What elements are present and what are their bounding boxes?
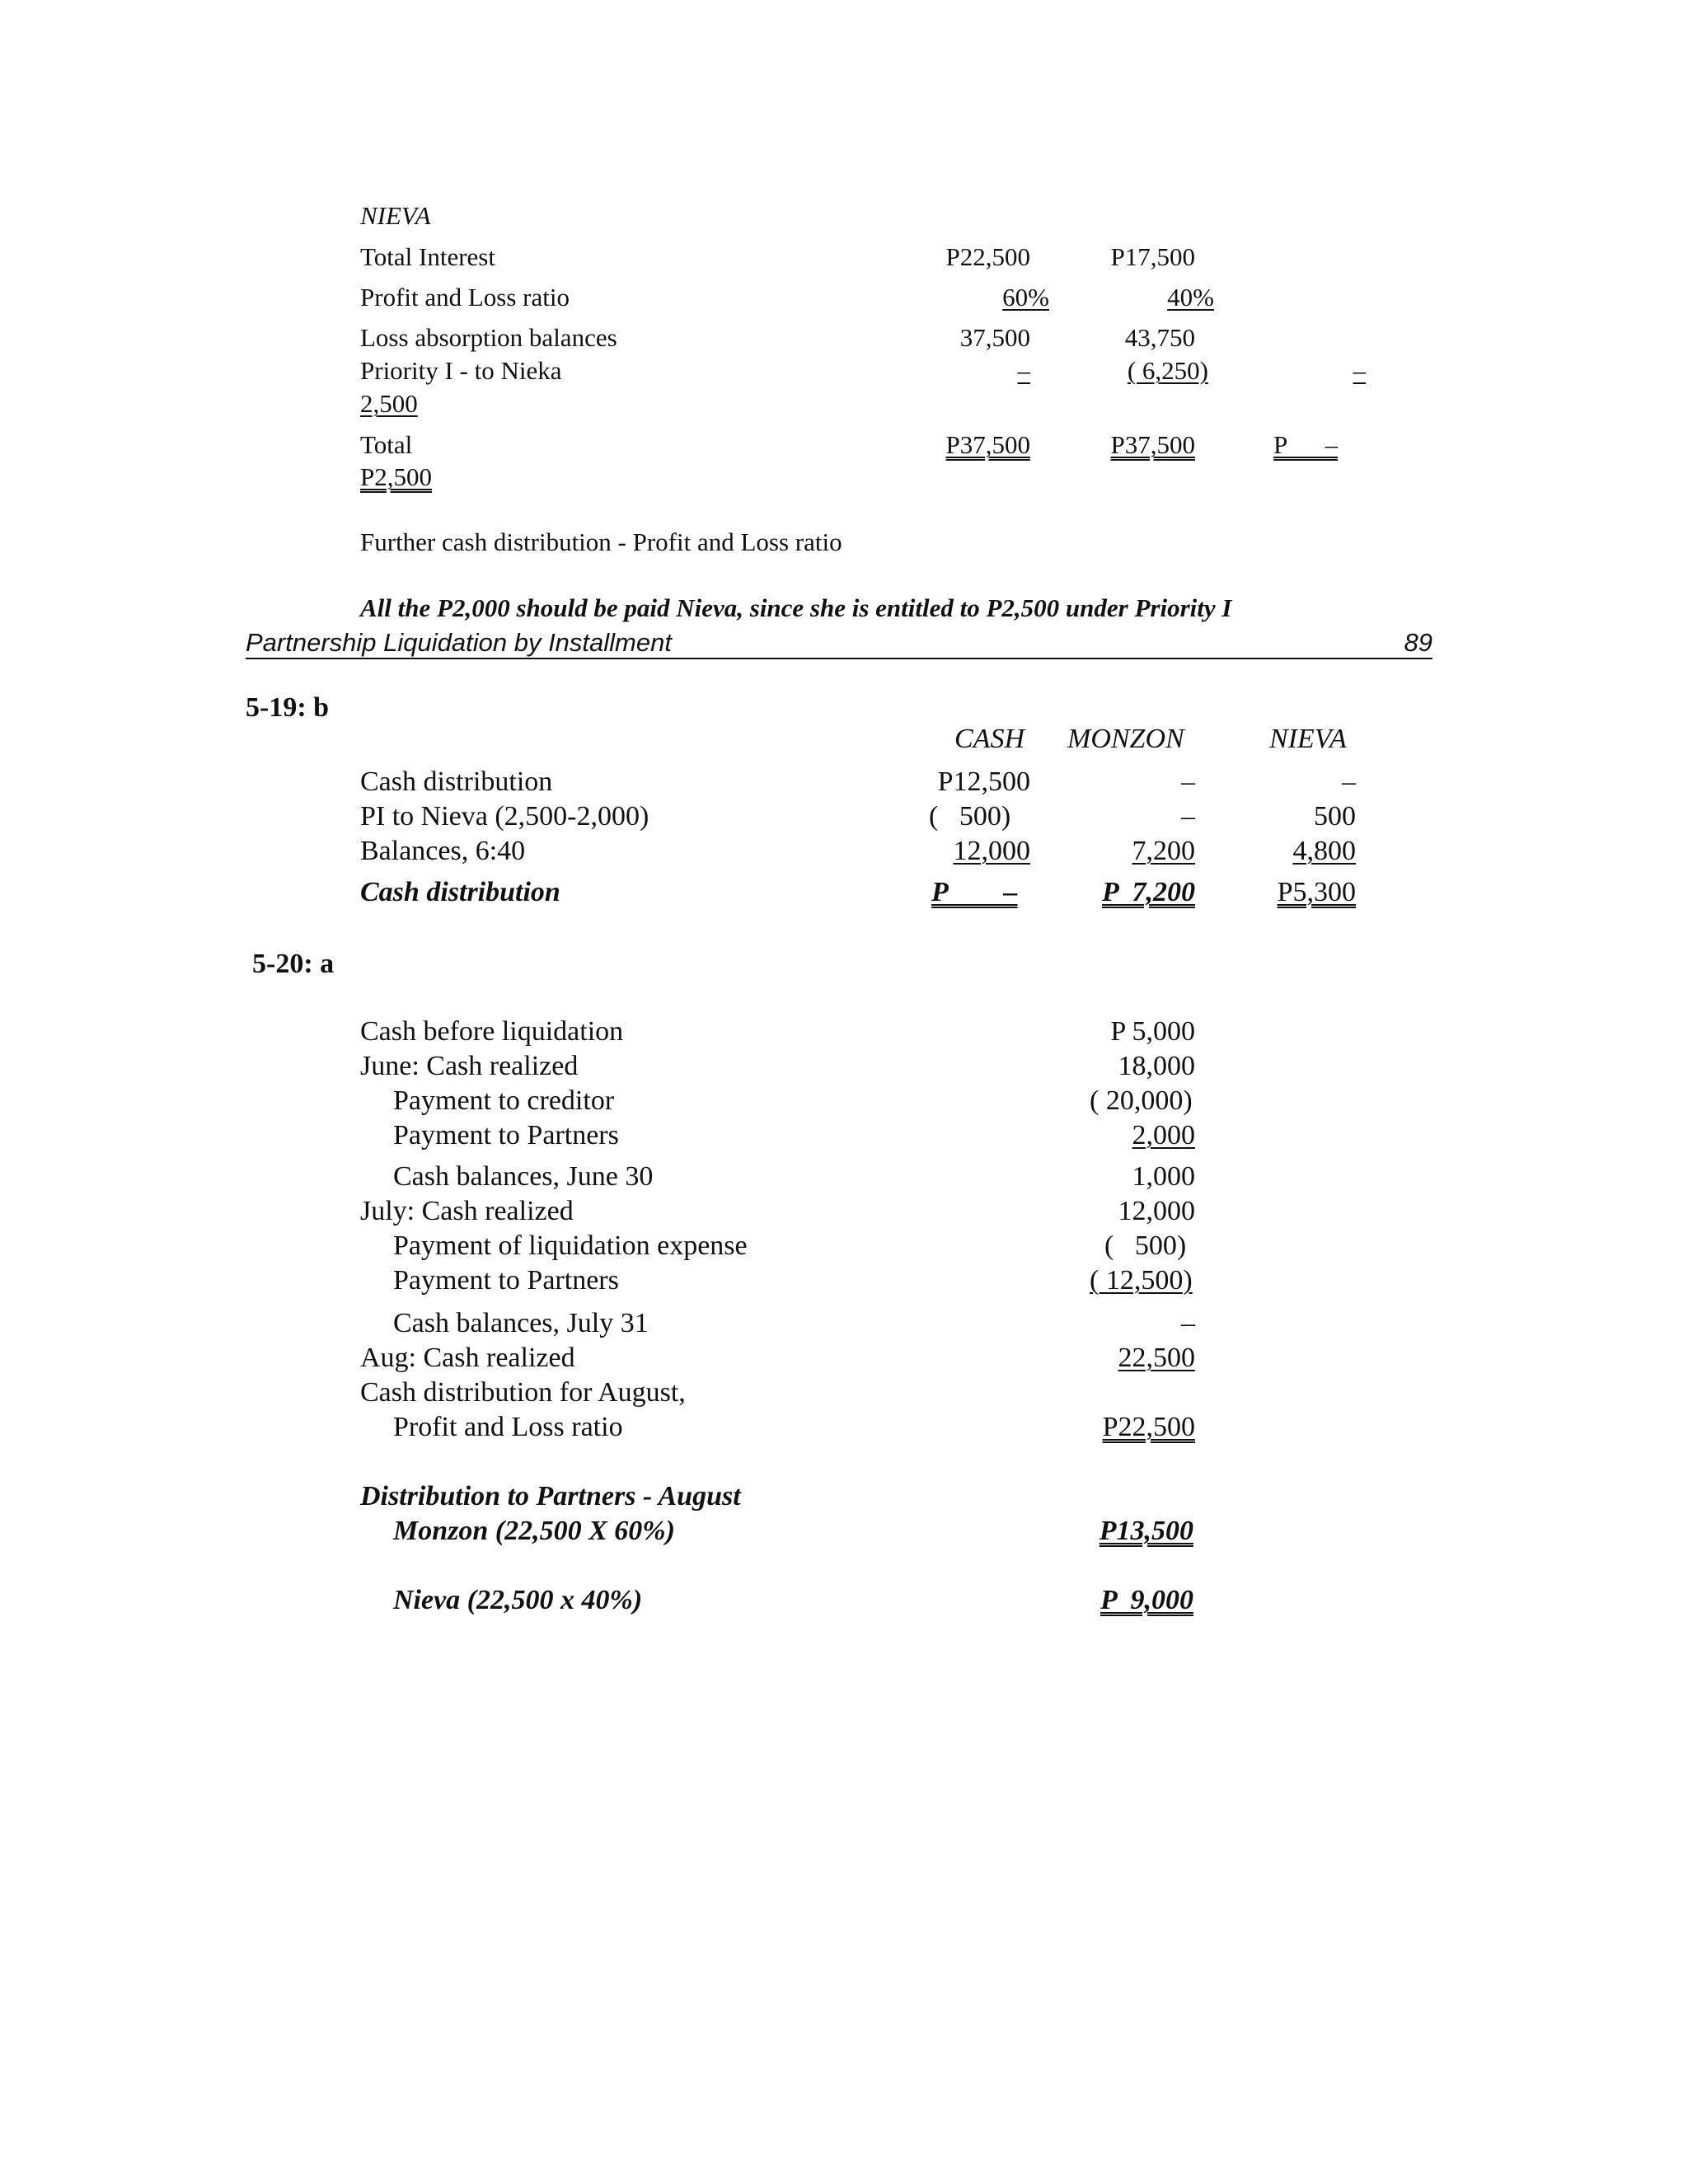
cell-cash: P –: [931, 877, 1018, 907]
cell-value: P37,500: [945, 430, 1030, 459]
cell-monzon: 7,200: [1132, 836, 1195, 866]
row-label: Profit and Loss ratio: [360, 283, 570, 312]
row-label: Payment of liquidation expense: [393, 1230, 748, 1261]
cell-monzon: P 7,200: [1101, 877, 1195, 907]
cell-value: 1,000: [1132, 1161, 1195, 1192]
row-label: Balances, 6:40: [360, 836, 526, 866]
cell-value: 40%: [1167, 283, 1214, 312]
row-label: Total Interest: [360, 242, 495, 271]
section-heading-nieva: NIEVA: [360, 201, 431, 230]
cell-cash: ( 500): [929, 801, 1011, 832]
row-label: Payment to Partners: [393, 1265, 619, 1296]
cell-value: ( 500): [1104, 1230, 1187, 1261]
cell-monzon: –: [1181, 766, 1195, 797]
cell-value: –: [1017, 356, 1030, 385]
row-label-wrap: 2,500: [360, 389, 418, 418]
monzon-value: P13,500: [1099, 1516, 1193, 1546]
cell-value: P22,500: [945, 242, 1030, 271]
cell-value: 2,000: [1132, 1120, 1195, 1151]
row-label: Cash before liquidation: [360, 1016, 624, 1047]
row-label: PI to Nieva (2,500-2,000): [360, 801, 649, 832]
cell-value: ( 12,500): [1090, 1265, 1193, 1296]
row-label: Cash balances, June 30: [393, 1161, 654, 1192]
conclusion-note: All the P2,000 should be paid Nieva, since she is entitled to P2,500 under Priority I: [360, 593, 1232, 622]
cell-nieva: 500: [1314, 801, 1356, 832]
cell-value: 22,500: [1118, 1343, 1195, 1373]
distribution-heading: Distribution to Partners - August: [360, 1481, 741, 1511]
row-label-wrap: P2,500: [360, 462, 432, 491]
cell-value: P17,500: [1110, 242, 1195, 271]
cell-value: 43,750: [1124, 323, 1195, 352]
cell-value: –: [1353, 356, 1366, 385]
cell-cash: P12,500: [937, 766, 1030, 797]
row-label: Payment to creditor: [393, 1085, 615, 1116]
cell-value: 12,000: [1118, 1196, 1195, 1226]
cell-nieva: P5,300: [1277, 877, 1356, 907]
cell-value: ( 6,250): [1127, 356, 1208, 385]
row-label: June: Cash realized: [360, 1051, 579, 1081]
cell-monzon: –: [1181, 801, 1195, 832]
row-label: Loss absorption balances: [360, 323, 617, 352]
column-header-nieva: NIEVA: [1269, 724, 1347, 754]
row-label: Cash balances, July 31: [393, 1308, 649, 1338]
cell-value: ( 20,000): [1090, 1085, 1193, 1116]
nieva-value: P 9,000: [1100, 1585, 1193, 1615]
row-label: Aug: Cash realized: [360, 1343, 575, 1373]
cell-value: 18,000: [1118, 1051, 1195, 1081]
row-label: July: Cash realized: [360, 1196, 574, 1226]
row-label: Payment to Partners: [393, 1120, 619, 1151]
cell-value: 37,500: [959, 323, 1030, 352]
running-head: [246, 628, 1432, 659]
cell-cash: 12,000: [953, 836, 1030, 866]
row-label: Cash distribution: [360, 766, 553, 797]
nieva-label: Nieva (22,500 x 40%): [393, 1585, 643, 1615]
row-label: Cash distribution for August,: [360, 1377, 686, 1408]
running-head-title: Partnership Liquidation by Installment: [246, 628, 672, 657]
column-header-cash: CASH: [954, 724, 1025, 754]
column-header-monzon: MONZON: [1067, 724, 1184, 754]
row-label-total: Cash distribution: [360, 877, 560, 907]
further-distribution-note: Further cash distribution - Profit and Loss ratio: [360, 527, 842, 556]
monzon-label: Monzon (22,500 X 60%): [393, 1516, 675, 1546]
problem-label-5-20: 5-20: a: [252, 949, 335, 979]
cell-nieva: 4,800: [1292, 836, 1356, 866]
cell-value: P –: [1273, 430, 1339, 459]
cell-value: –: [1181, 1308, 1195, 1338]
problem-label-5-19: 5-19: b: [246, 692, 330, 723]
cell-value: 60%: [1002, 283, 1049, 312]
cell-value: P 5,000: [1110, 1016, 1195, 1047]
row-label: Profit and Loss ratio: [393, 1412, 623, 1442]
row-label: Priority I - to Nieka: [360, 356, 562, 385]
cell-value: P37,500: [1110, 430, 1195, 459]
cell-value: P22,500: [1102, 1412, 1195, 1442]
page-number: 89: [1404, 628, 1432, 657]
row-label: Total: [360, 430, 413, 459]
cell-nieva: –: [1342, 766, 1356, 797]
